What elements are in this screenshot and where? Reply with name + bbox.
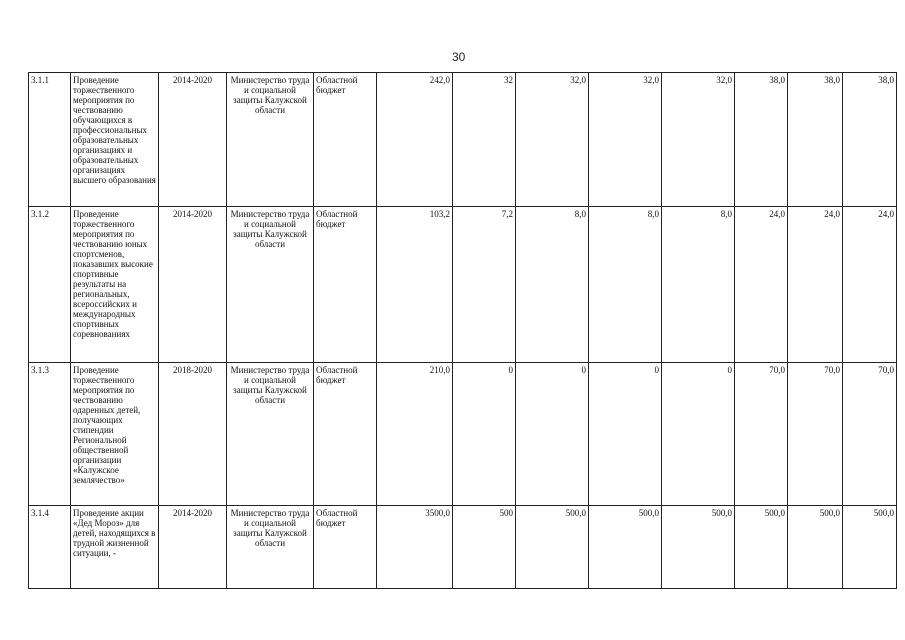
amount-cell: 24,0 [735,207,788,363]
amount-cell: 7,2 [453,207,516,363]
measure-code-cell: 3.1.3 [29,363,71,506]
table-row [29,363,897,506]
amount-cell: 38,0 [735,73,788,207]
funding-source-cell: Областной бюджет [314,73,377,207]
amount-cell: 210,0 [377,363,453,506]
amount-cell: 24,0 [788,207,843,363]
amount-cell: 0 [662,363,735,506]
amount-cell: 500,0 [788,506,843,589]
budget-table [28,72,897,589]
table-row [29,506,897,589]
amount-cell: 103,2 [377,207,453,363]
executor-cell: Министерство труда и социальной защиты Калужской области [227,73,314,207]
amount-cell: 242,0 [377,73,453,207]
amount-cell: 38,0 [843,73,897,207]
period-cell: 2018-2020 [159,363,227,506]
period-cell: 2014-2020 [159,506,227,589]
table-row [29,73,897,207]
measure-code-cell: 3.1.1 [29,73,71,207]
executor-cell: Министерство труда и социальной защиты Калужской области [227,363,314,506]
measure-name-cell: Проведение торжественного мероприятия по чествованию юных спортсменов, показавших высокие спортивные результаты на региональных, всероссийских и международных спортивных соревнованиях [71,207,159,363]
measure-code-cell: 3.1.4 [29,506,71,589]
amount-cell: 8,0 [516,207,589,363]
amount-cell: 500,0 [589,506,662,589]
amount-cell: 8,0 [662,207,735,363]
funding-source-cell: Областной бюджет [314,207,377,363]
measure-code-cell: 3.1.2 [29,207,71,363]
amount-cell: 32 [453,73,516,207]
amount-cell: 0 [516,363,589,506]
amount-cell: 70,0 [735,363,788,506]
executor-cell: Министерство труда и социальной защиты Калужской области [227,207,314,363]
period-cell: 2014-2020 [159,73,227,207]
measure-name-cell: Проведение торжественного мероприятия по чествованию одаренных детей, получающих стипендии Региональной общественной организации «Калужское землячество» [71,363,159,506]
amount-cell: 0 [453,363,516,506]
executor-cell: Министерство труда и социальной защиты Калужской области [227,506,314,589]
amount-cell: 500 [453,506,516,589]
funding-source-cell: Областной бюджет [314,363,377,506]
amount-cell: 0 [589,363,662,506]
amount-cell: 500,0 [735,506,788,589]
amount-cell: 500,0 [843,506,897,589]
amount-cell: 8,0 [589,207,662,363]
amount-cell: 500,0 [516,506,589,589]
amount-cell: 70,0 [788,363,843,506]
period-cell: 2014-2020 [159,207,227,363]
amount-cell: 500,0 [662,506,735,589]
funding-source-cell: Областной бюджет [314,506,377,589]
amount-cell: 38,0 [788,73,843,207]
measure-name-cell: Проведение торжественного мероприятия по чествованию обучающихся в профессиональных образовательных организациях и образовательных организациях высшего образования [71,73,159,207]
amount-cell: 32,0 [662,73,735,207]
page-number: 30 [452,50,466,64]
amount-cell: 70,0 [843,363,897,506]
amount-cell: 32,0 [589,73,662,207]
table-row [29,207,897,363]
measure-name-cell: Проведение акции «Дед Мороз» для детей, находящихся в трудной жизненной ситуации, - [71,506,159,589]
amount-cell: 24,0 [843,207,897,363]
amount-cell: 3500,0 [377,506,453,589]
amount-cell: 32,0 [516,73,589,207]
